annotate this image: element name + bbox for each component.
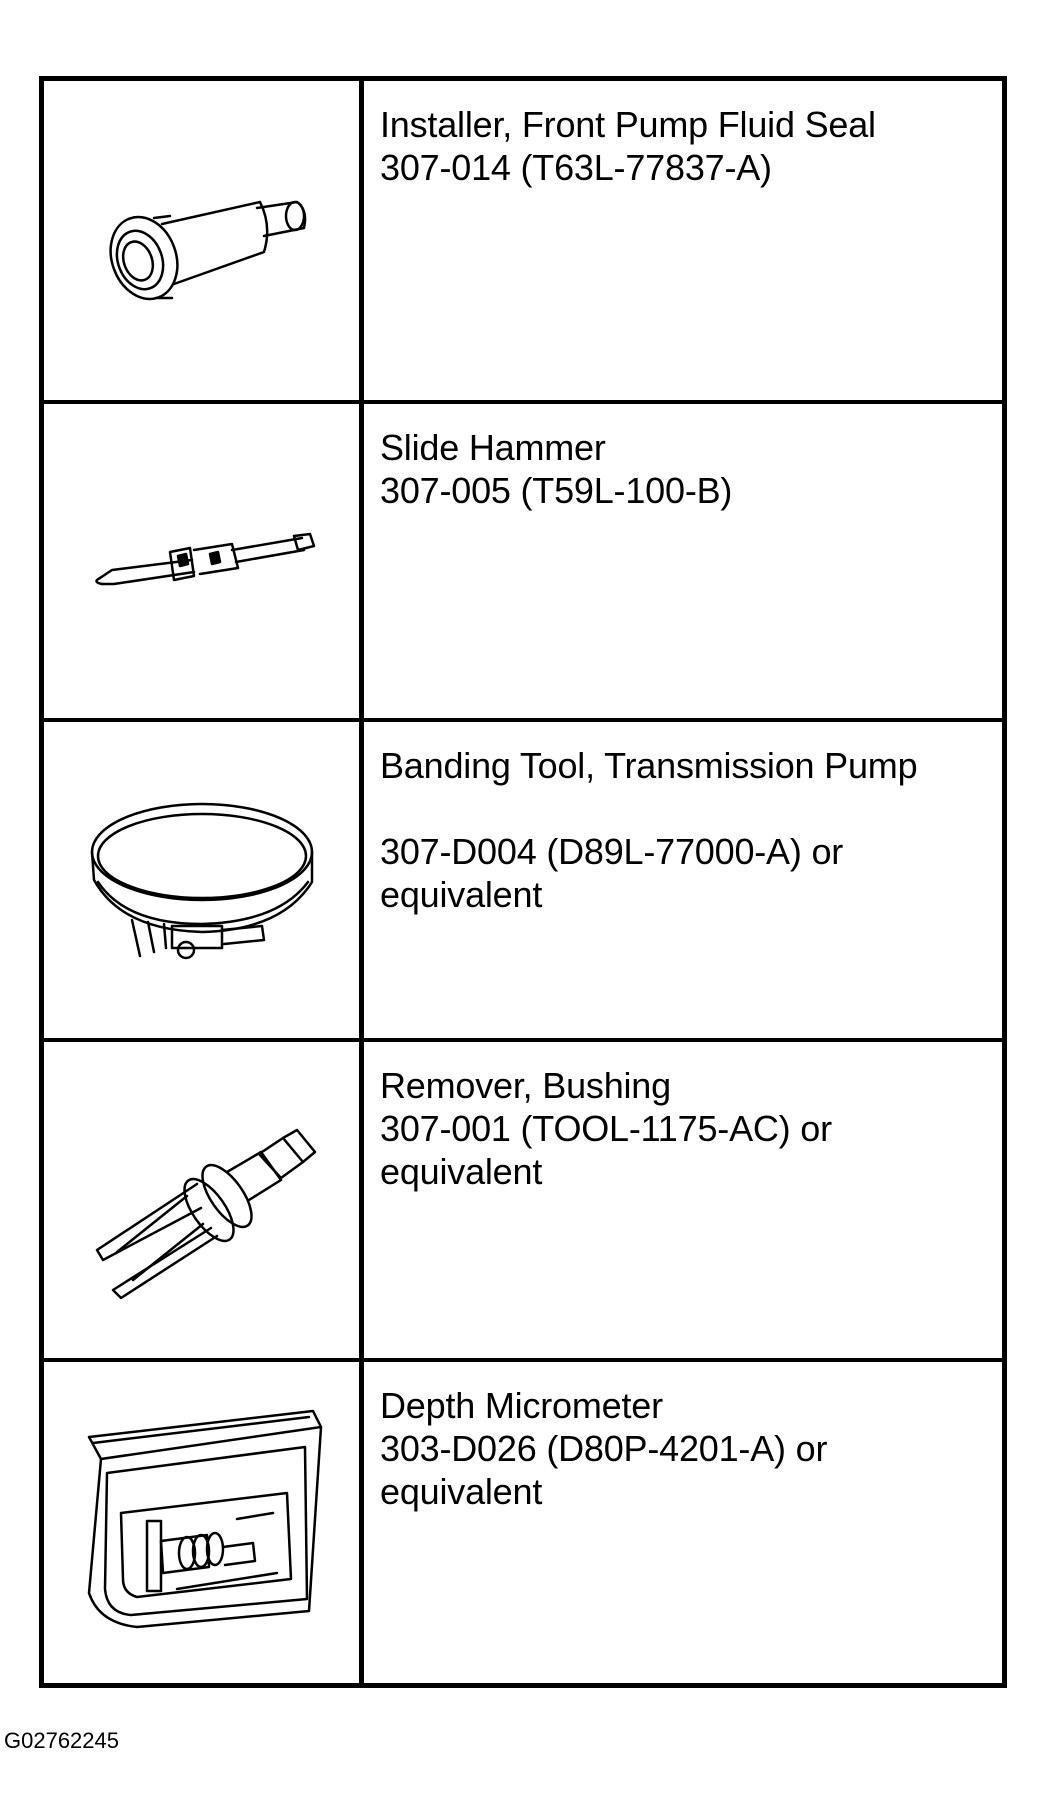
illustration-cell [44, 81, 364, 400]
blank-line [380, 787, 1002, 830]
illustration-cell [44, 722, 364, 1038]
figure-id: G02762245 [4, 1728, 119, 1753]
table-row [44, 1038, 1002, 1358]
tool-name: Slide Hammer [380, 427, 606, 468]
tool-description [369, 81, 1002, 400]
tool-note: equivalent [380, 1151, 543, 1192]
tool-description [369, 404, 1002, 718]
tool-name: Installer, Front Pump Fluid Seal [380, 104, 876, 145]
tool-part-number: 307-D004 (D89L-77000-A) or [380, 831, 844, 872]
table-row [44, 718, 1002, 1038]
tool-part-number: 307-001 (TOOL-1175-AC) or [380, 1108, 832, 1149]
table-row [44, 400, 1002, 718]
tool-part-number: 303-D026 (D80P-4201-A) or [380, 1428, 828, 1469]
illustration-cell [44, 404, 364, 718]
slide-hammer-icon [82, 516, 322, 606]
tool-description [369, 1042, 1002, 1358]
table-row [44, 81, 1002, 400]
tool-part-number: 307-005 (T59L-100-B) [380, 470, 733, 511]
tool-description [369, 1362, 1002, 1683]
tool-name: Depth Micrometer [380, 1385, 663, 1426]
tool-name: Banding Tool, Transmission Pump [380, 745, 918, 786]
table-row [44, 1358, 1002, 1683]
special-tools-table [39, 76, 1007, 1688]
front-pump-seal-installer-icon [82, 166, 322, 316]
tool-description [369, 722, 1002, 1038]
illustration-cell [44, 1362, 364, 1683]
illustration-cell [44, 1042, 364, 1358]
tool-note: equivalent [380, 874, 543, 915]
tool-part-number: 307-014 (T63L-77837-A) [380, 147, 772, 188]
bushing-remover-icon [77, 1100, 327, 1300]
tool-note: equivalent [380, 1471, 543, 1512]
depth-micrometer-icon [77, 1403, 327, 1643]
tool-name: Remover, Bushing [380, 1065, 671, 1106]
banding-tool-icon [82, 790, 322, 970]
